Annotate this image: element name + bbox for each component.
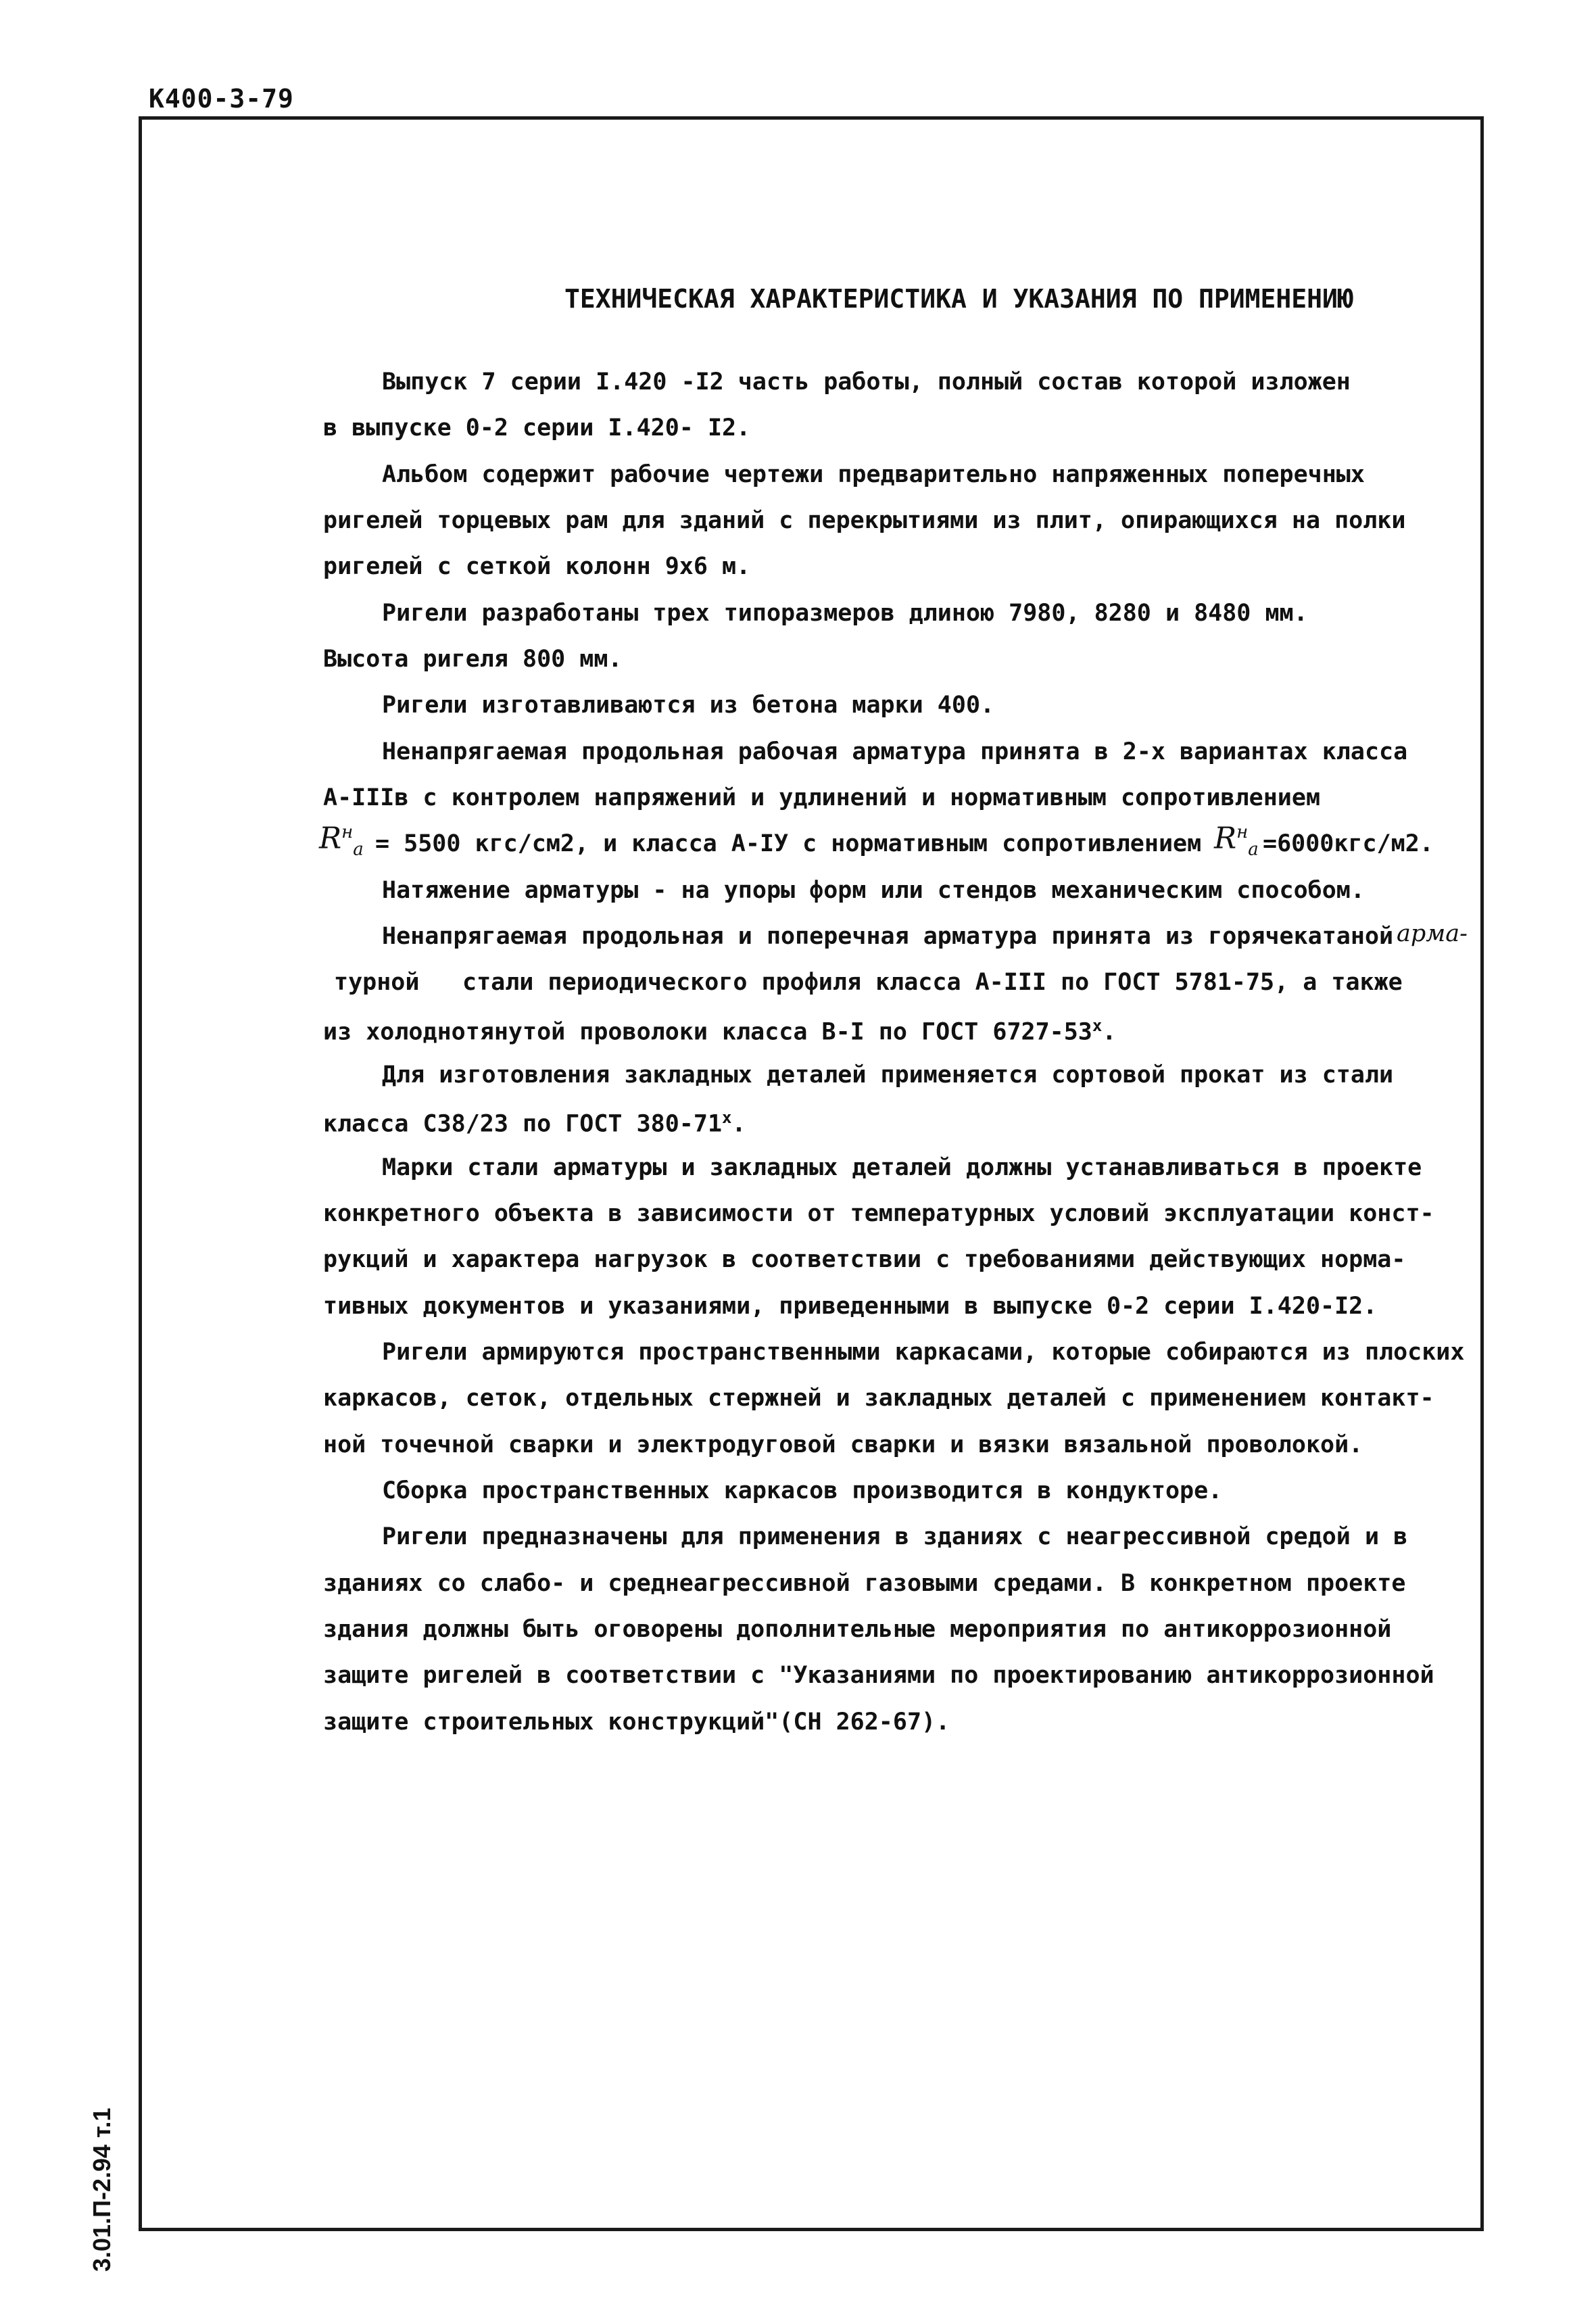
text-line: Высота ригеля 800 мм. xyxy=(323,646,623,673)
text-line: Ригели предназначены для применения в зданиях с неагрессивной средой и в xyxy=(382,1523,1408,1550)
text-line: Для изготовления закладных деталей применяется сортовой прокат из стали xyxy=(382,1061,1394,1089)
text-line: рукций и характера нагрузок в соответствии с требованиями действующих норма- xyxy=(323,1246,1406,1273)
ra-symbol: $R^н_а$ xyxy=(1214,821,1259,860)
text-line: ной точечной сварки и электродуговой сварки и вязки вязальной проволокой. xyxy=(323,1431,1363,1458)
text-line: тивных документов и указаниями, приведенными в выпуске 0-2 серии I.420-I2. xyxy=(323,1293,1378,1320)
document-code: К400-3-79 xyxy=(149,84,294,114)
handwritten-text: арма- xyxy=(1397,920,1468,947)
text-line: А-IIIв с контролем напряжений и удлинений и нормативным сопротивлением xyxy=(323,784,1321,811)
text-line: из холоднотянутой проволоки класса В-I по ГОСТ $6727-53^х$. xyxy=(323,1016,1117,1046)
text-line: здания должны быть оговорены дополнительные мероприятия по антикоррозионной xyxy=(323,1616,1392,1643)
text-line: Ненапрягаемая продольная и поперечная арматура принята из горячекатаной xyxy=(382,923,1394,950)
text-line: турной xyxy=(334,969,420,996)
text-line: конкретного объекта в зависимости от температурных условий эксплуатации конст- xyxy=(323,1200,1434,1227)
text-line: защите ригелей в соответствии с "Указаниями по проектированию антикоррозионной xyxy=(323,1662,1434,1689)
text-line: = 5500 кгс/см2, и класса А-IУ с нормативным сопротивлением xyxy=(375,830,1202,857)
text-line: зданиях со слабо- и среднеагрессивной газовыми средами. В конкретном проекте xyxy=(323,1570,1406,1597)
text-line: Ненапрягаемая продольная рабочая арматура принята в 2-х вариантах класса xyxy=(382,738,1408,765)
star-mark: х xyxy=(1092,1016,1103,1035)
text-line: защите строительных конструкций"(СН 262-67). xyxy=(323,1709,950,1736)
page-title: ТЕХНИЧЕСКАЯ ХАРАКТЕРИСТИКА И УКАЗАНИЯ ПО ПРИМЕНЕНИЮ xyxy=(564,284,1353,314)
text-line: Марки стали арматуры и закладных деталей должны устанавливаться в проекте xyxy=(382,1154,1422,1181)
text-line: Выпуск 7 серии I.420 -I2 часть работы, полный состав которой изложен xyxy=(382,368,1351,396)
text-line: Ригели армируются пространственными каркасами, которые собираются из плоских xyxy=(382,1339,1465,1366)
text-line: Ригели разработаны трех типоразмеров длиною 7980, 8280 и 8480 мм. xyxy=(382,600,1308,627)
star-mark: х xyxy=(722,1108,732,1127)
text-line: Ригели изготавливаются из бетона марки 400. xyxy=(382,692,995,719)
text-line: в выпуске 0-2 серии I.420- I2. xyxy=(323,414,751,441)
text-line: ригелей с сеткой колонн 9х6 м. xyxy=(323,553,751,580)
ra-symbol: $R^н_а$ xyxy=(319,821,364,860)
text-line: стали периодического профиля класса А-III по ГОСТ 5781-75, а также xyxy=(462,969,1403,996)
text-line: Натяжение арматуры - на упоры форм или стендов механическим способом. xyxy=(382,877,1365,904)
text-line: каркасов, сеток, отдельных стержней и закладных деталей с применением контакт- xyxy=(323,1385,1434,1412)
text-line: Альбом содержит рабочие чертежи предварительно напряженных поперечных xyxy=(382,461,1365,488)
text-line: =6000кгс/м2. xyxy=(1263,830,1434,857)
text-line: Сборка пространственных каркасов производится в кондукторе. xyxy=(382,1477,1223,1504)
text-line: класса С38/23 по ГОСТ $380-71^х$. xyxy=(323,1108,746,1138)
side-stamp-code: 3.01.П-2.94 т.1 xyxy=(88,2107,116,2272)
text-line: ригелей торцевых рам для зданий с перекрытиями из плит, опирающихся на полки xyxy=(323,507,1406,534)
